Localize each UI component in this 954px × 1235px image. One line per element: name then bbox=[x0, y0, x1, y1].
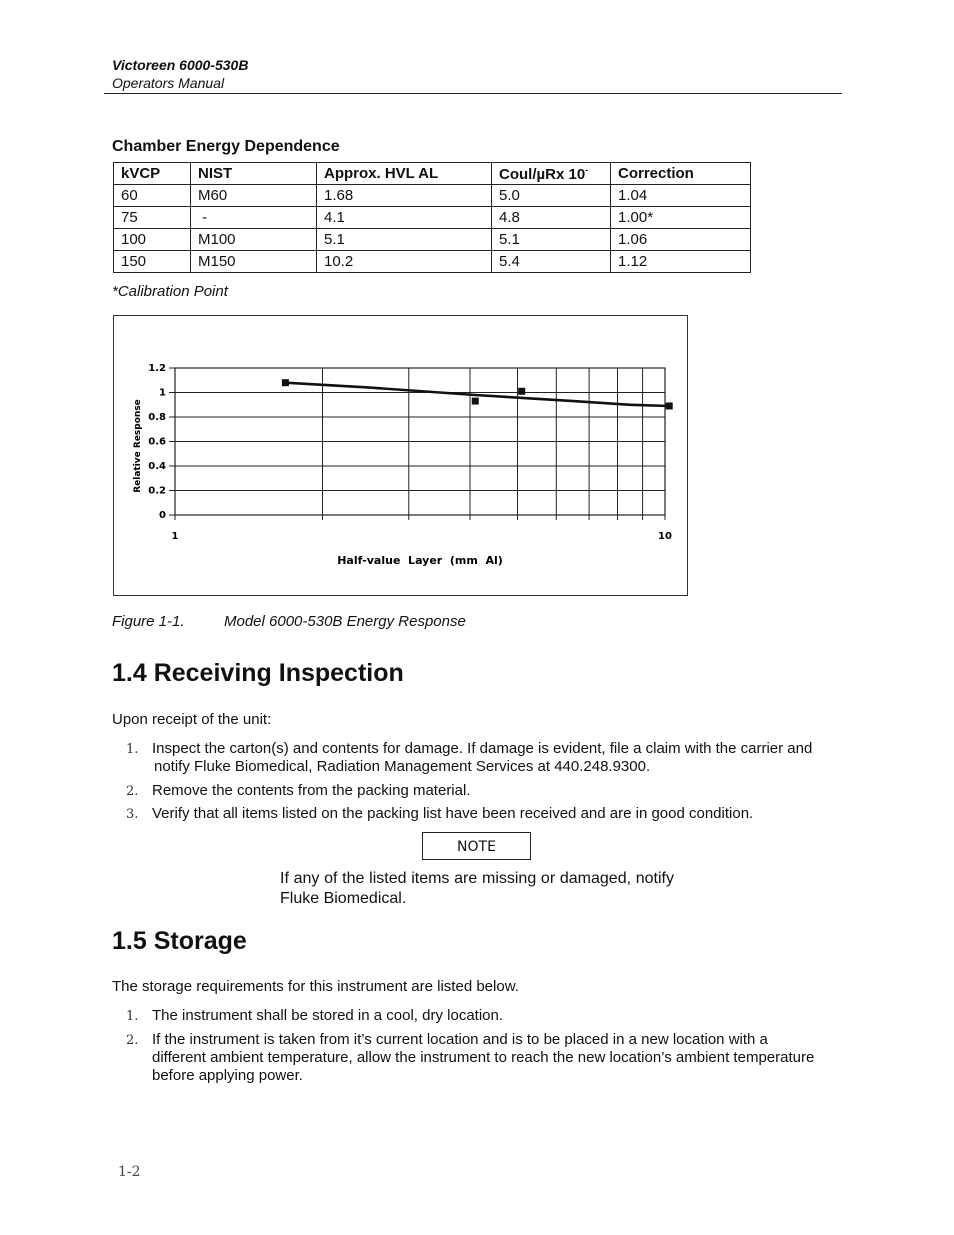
table-cell: 1.00* bbox=[611, 207, 751, 229]
list-item-continuation: different ambient temperature, allow the instrument to reach the new location’s ambient temperature bbox=[152, 1049, 815, 1066]
column-header-hvl: Approx. HVL AL bbox=[317, 163, 492, 185]
x-tick-label: 10 bbox=[658, 531, 672, 542]
table-cell: 10.2 bbox=[317, 251, 492, 273]
y-tick-label: 0.4 bbox=[148, 461, 166, 472]
table-cell: 5.0 bbox=[492, 185, 611, 207]
column-header-nist: NIST bbox=[191, 163, 317, 185]
header-rule bbox=[104, 93, 842, 94]
page-number: 1-2 bbox=[118, 1164, 141, 1180]
table-header-row bbox=[114, 163, 751, 185]
table-cell: 1.06 bbox=[611, 229, 751, 251]
y-tick-label: 0.8 bbox=[148, 412, 166, 423]
table-cell: 4.8 bbox=[492, 207, 611, 229]
data-point-marker bbox=[518, 388, 525, 395]
table-cell: - bbox=[191, 207, 317, 229]
list-item: Verify that all items listed on the packing list have been received and are in good condition. bbox=[152, 805, 754, 822]
table-cell: 4.1 bbox=[317, 207, 492, 229]
table-cell: 5.4 bbox=[492, 251, 611, 273]
table-cell: 100 bbox=[114, 229, 191, 251]
table-row bbox=[114, 229, 751, 251]
note-label: NOTE bbox=[422, 832, 531, 860]
receiving-intro: Upon receipt of the unit: bbox=[112, 711, 272, 728]
table-cell: M60 bbox=[191, 185, 317, 207]
y-tick-label: 1.2 bbox=[148, 363, 166, 374]
table-row bbox=[114, 251, 751, 273]
y-tick-label: 0 bbox=[159, 510, 166, 521]
note-text: If any of the listed items are missing or damaged, notify Fluke Biomedical. bbox=[280, 870, 674, 907]
table-cell: 60 bbox=[114, 185, 191, 207]
chart-frame bbox=[113, 315, 688, 596]
y-tick-label: 0.6 bbox=[148, 436, 166, 448]
x-tick-label: 1 bbox=[171, 531, 179, 542]
figure-caption: Model 6000-530B Energy Response bbox=[224, 613, 466, 630]
column-header-superscript: - bbox=[585, 164, 589, 175]
x-axis-label: Half-value Layer (mm Al) bbox=[337, 554, 503, 567]
list-item-continuation: before applying power. bbox=[152, 1067, 303, 1084]
list-number: 2. bbox=[126, 1033, 139, 1048]
list-item: Inspect the carton(s) and contents for damage. If damage is evident, file a claim with the carrier and bbox=[152, 740, 813, 757]
data-point-marker bbox=[472, 398, 479, 405]
figure-label: Figure 1-1. bbox=[112, 613, 185, 630]
list-item: Remove the contents from the packing material. bbox=[152, 782, 471, 799]
list-item: The instrument shall be stored in a cool, dry location. bbox=[152, 1007, 504, 1024]
y-axis-label: Relative Response bbox=[133, 399, 143, 493]
table-cell: 150 bbox=[114, 251, 191, 273]
list-item-continuation: notify Fluke Biomedical, Radiation Management Services at 440.248.9300. bbox=[154, 758, 651, 775]
table-cell: 1.12 bbox=[611, 251, 751, 273]
table-cell: 75 bbox=[114, 207, 191, 229]
section-heading-storage: 1.5 Storage bbox=[112, 927, 247, 955]
table-title: Chamber Energy Dependence bbox=[112, 138, 340, 155]
list-item: If the instrument is taken from it’s current location and is to be placed in a new location with a bbox=[152, 1031, 768, 1048]
table-cell: 5.1 bbox=[317, 229, 492, 251]
list-number: 1. bbox=[126, 1009, 139, 1024]
table-cell: M100 bbox=[191, 229, 317, 251]
list-number: 3. bbox=[126, 807, 139, 822]
table-row bbox=[114, 185, 751, 207]
column-header-coul-text: Coul/µRx 10 bbox=[499, 165, 586, 183]
table-cell: 1.04 bbox=[611, 185, 751, 207]
document-subtitle: Operators Manual bbox=[112, 75, 225, 91]
section-heading-receiving: 1.4 Receiving Inspection bbox=[112, 659, 404, 687]
energy-dependence-table bbox=[113, 162, 751, 273]
table-cell: M150 bbox=[191, 251, 317, 273]
document-title: Victoreen 6000-530B bbox=[112, 57, 249, 73]
table-footnote: *Calibration Point bbox=[112, 283, 228, 300]
y-tick-label: 0.2 bbox=[148, 485, 166, 497]
chart-series bbox=[282, 379, 673, 409]
list-number: 2. bbox=[126, 784, 139, 799]
table-cell: 5.1 bbox=[492, 229, 611, 251]
column-header-correction: Correction bbox=[611, 163, 751, 185]
list-number: 1. bbox=[126, 742, 139, 757]
table-cell: 1.68 bbox=[317, 185, 492, 207]
column-header-coul bbox=[492, 163, 611, 185]
column-header-kvcp: kVCP bbox=[114, 163, 191, 185]
y-tick-label: 1 bbox=[159, 387, 166, 399]
energy-response-chart bbox=[114, 316, 687, 595]
table-row bbox=[114, 207, 751, 229]
storage-intro: The storage requirements for this instrument are listed below. bbox=[112, 978, 519, 995]
